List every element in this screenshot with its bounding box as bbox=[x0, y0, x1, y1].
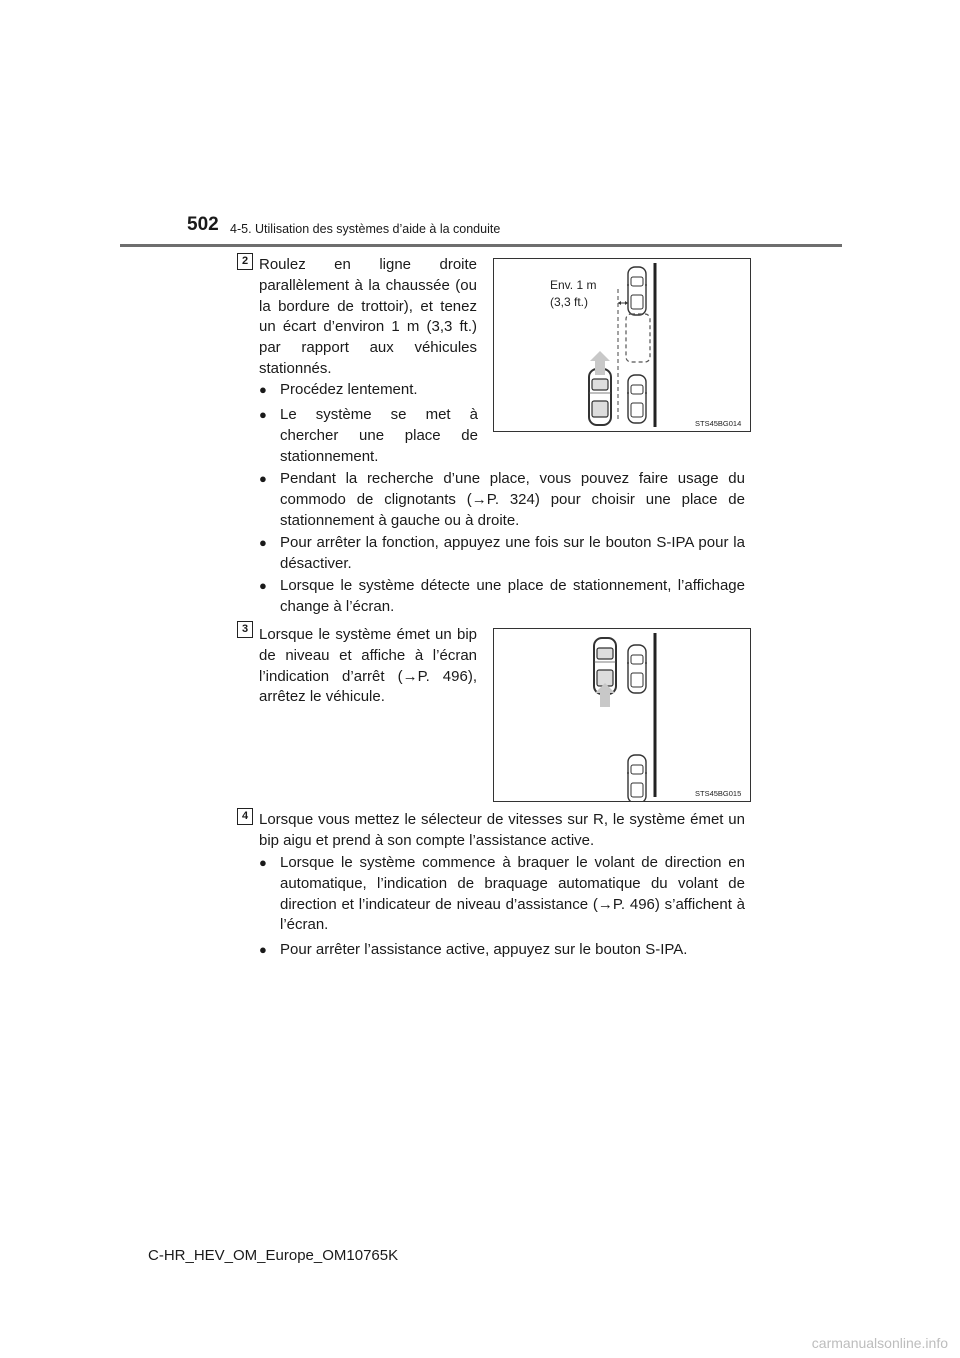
parking-distance-figure bbox=[493, 258, 751, 432]
figure-code: STS45BG015 bbox=[695, 789, 742, 798]
text-line: par rapport aux véhicules bbox=[259, 339, 477, 357]
text-line: chercher une place de bbox=[280, 426, 478, 444]
text-line: la bordure de trottoir), et tenez bbox=[259, 297, 477, 315]
parked-car-bottom bbox=[627, 755, 647, 801]
parking-diagram-svg bbox=[494, 259, 750, 431]
step-3-text bbox=[259, 625, 477, 708]
text-line: Procédez lentement. bbox=[280, 381, 418, 398]
bullet-dot-icon: ● bbox=[259, 407, 267, 422]
page-number: 502 bbox=[187, 214, 219, 235]
text-line: bip aigu et prend à son compte l’assistance active. bbox=[259, 831, 595, 849]
bullet-dot-icon: ● bbox=[259, 382, 267, 397]
text-line: Le système se met à bbox=[280, 406, 478, 423]
own-vehicle bbox=[589, 369, 611, 425]
text-line: l’indication d’arrêt (→P. 496), bbox=[259, 667, 477, 685]
step-4-badge: 4 bbox=[237, 808, 253, 825]
step-4-text bbox=[259, 810, 745, 852]
step-3-badge: 3 bbox=[237, 621, 253, 638]
text-line: l’écran. bbox=[280, 916, 329, 934]
text-line: arrêtez le véhicule. bbox=[259, 688, 385, 706]
bullet-dot-icon: ● bbox=[259, 471, 267, 486]
step-2-badge: 2 bbox=[237, 253, 253, 270]
text-line: Lorsque le système émet un bip bbox=[259, 626, 477, 643]
distance-label-imperial: (3,3 ft.) bbox=[550, 295, 589, 309]
distance-label-metric: Env. 1 m bbox=[550, 278, 597, 292]
text-line: stationnement. bbox=[280, 447, 379, 465]
bullet-dot-icon: ● bbox=[259, 855, 267, 870]
parked-car-bottom bbox=[627, 375, 647, 423]
text-line: Pour arrêter la fonction, appuyez une fois sur le bouton S-IPA pour la bbox=[280, 534, 745, 551]
text-line: Pour arrêter l’assistance active, appuyez sur le bouton S-IPA. bbox=[280, 941, 688, 958]
text-line: un écart d’environ 1 m (3,3 ft.) bbox=[259, 318, 477, 336]
text-line: change à l’écran. bbox=[280, 597, 395, 615]
parked-car-top bbox=[627, 267, 647, 315]
document-id: C-HR_HEV_OM_Europe_OM10765K bbox=[148, 1247, 399, 1264]
figure-code: STS45BG014 bbox=[695, 419, 742, 428]
empty-space-outline bbox=[626, 314, 650, 362]
text-line: Lorsque le système détecte une place de stationnement, l’affichage bbox=[280, 577, 745, 594]
stop-diagram-svg bbox=[494, 629, 750, 801]
text-line: désactiver. bbox=[280, 554, 352, 572]
text-line: direction et l’indicateur de niveau d’assistance (→P. 496) s’affichent à bbox=[280, 895, 745, 913]
text-line: Pendant la recherche d’une place, vous pouvez faire usage du bbox=[280, 470, 745, 487]
stop-position-figure bbox=[493, 628, 751, 802]
bullet-dot-icon: ● bbox=[259, 942, 267, 957]
header-divider bbox=[120, 244, 842, 247]
text-line: stationnement à gauche ou à droite. bbox=[280, 511, 520, 529]
step-2-text bbox=[259, 255, 477, 380]
text-line: de niveau et affiche à l’écran bbox=[259, 646, 477, 664]
watermark: carmanualsonline.info bbox=[811, 1335, 948, 1351]
text-line: Lorsque vous mettez le sélecteur de vitesses sur R, le système émet un bbox=[259, 811, 745, 828]
distance-label bbox=[550, 277, 596, 311]
text-line: parallèlement à la chaussée (ou bbox=[259, 276, 477, 294]
text-line: Lorsque le système commence à braquer le volant de direction en bbox=[280, 854, 745, 871]
text-line: Roulez en ligne droite bbox=[259, 256, 477, 273]
bullet-dot-icon: ● bbox=[259, 578, 267, 593]
text-line: stationnés. bbox=[259, 359, 332, 377]
bullet-dot-icon: ● bbox=[259, 535, 267, 550]
section-title: 4-5. Utilisation des systèmes d’aide à la conduite bbox=[230, 222, 501, 236]
text-line: automatique, l’indication de braquage automatique du volant de bbox=[280, 874, 745, 892]
text-line: commodo de clignotants (→P. 324) pour choisir une place de bbox=[280, 490, 745, 508]
parked-car-top bbox=[627, 645, 647, 693]
